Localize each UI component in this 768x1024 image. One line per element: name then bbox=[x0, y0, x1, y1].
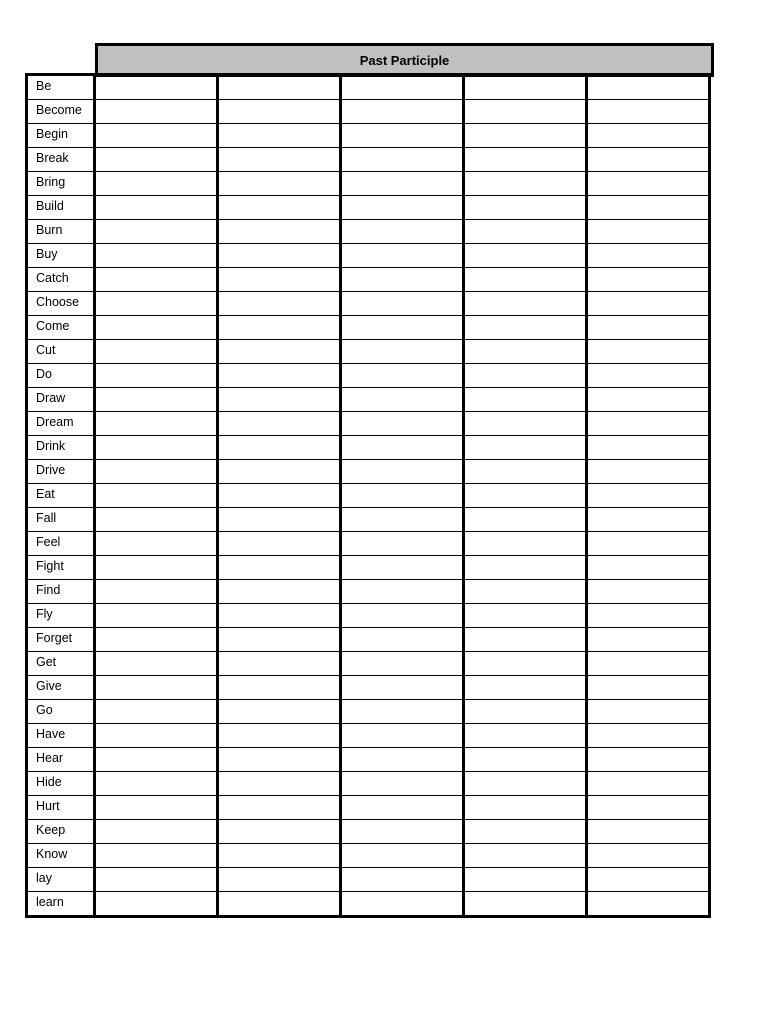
answer-cell[interactable] bbox=[341, 892, 464, 917]
answer-cell[interactable] bbox=[95, 220, 218, 244]
table-row bbox=[27, 268, 710, 292]
table-row bbox=[27, 508, 710, 532]
verb-label: Give bbox=[27, 676, 95, 700]
answer-cell[interactable] bbox=[464, 556, 587, 580]
answer-cell[interactable] bbox=[341, 748, 464, 772]
table-row bbox=[27, 100, 710, 124]
answer-cell[interactable] bbox=[341, 676, 464, 700]
answer-cell[interactable] bbox=[464, 484, 587, 508]
verb-label: Have bbox=[27, 724, 95, 748]
table-row bbox=[27, 844, 710, 868]
answer-cell[interactable] bbox=[341, 580, 464, 604]
answer-cell[interactable] bbox=[218, 772, 341, 796]
verb-label: Keep bbox=[27, 820, 95, 844]
answer-cell[interactable] bbox=[464, 340, 587, 364]
table-row bbox=[27, 748, 710, 772]
answer-cell[interactable] bbox=[587, 772, 710, 796]
answer-cell[interactable] bbox=[464, 268, 587, 292]
verb-label: Do bbox=[27, 364, 95, 388]
answer-cell[interactable] bbox=[341, 75, 464, 100]
past-participle-header bbox=[95, 43, 714, 77]
answer-cell[interactable] bbox=[464, 796, 587, 820]
table-row bbox=[27, 436, 710, 460]
answer-cell[interactable] bbox=[464, 124, 587, 148]
verb-label: Become bbox=[27, 100, 95, 124]
answer-cell[interactable] bbox=[464, 196, 587, 220]
answer-cell[interactable] bbox=[341, 196, 464, 220]
answer-cell[interactable] bbox=[341, 340, 464, 364]
answer-cell[interactable] bbox=[464, 220, 587, 244]
table-row bbox=[27, 172, 710, 196]
answer-cell[interactable] bbox=[464, 100, 587, 124]
answer-cell[interactable] bbox=[95, 412, 218, 436]
verb-label: Hurt bbox=[27, 796, 95, 820]
answer-cell[interactable] bbox=[587, 628, 710, 652]
table-row bbox=[27, 604, 710, 628]
answer-cell[interactable] bbox=[587, 484, 710, 508]
answer-cell[interactable] bbox=[218, 316, 341, 340]
verb-label: Build bbox=[27, 196, 95, 220]
table-row bbox=[27, 676, 710, 700]
answer-cell[interactable] bbox=[587, 436, 710, 460]
verb-label: learn bbox=[27, 892, 95, 917]
answer-cell[interactable] bbox=[218, 124, 341, 148]
answer-cell[interactable] bbox=[341, 292, 464, 316]
verb-label: Cut bbox=[27, 340, 95, 364]
verb-label: Burn bbox=[27, 220, 95, 244]
answer-cell[interactable] bbox=[587, 868, 710, 892]
answer-cell[interactable] bbox=[218, 892, 341, 917]
answer-cell[interactable] bbox=[464, 868, 587, 892]
table-row bbox=[27, 820, 710, 844]
verb-label: Know bbox=[27, 844, 95, 868]
table-row bbox=[27, 484, 710, 508]
verb-label: Begin bbox=[27, 124, 95, 148]
answer-cell[interactable] bbox=[95, 508, 218, 532]
answer-cell[interactable] bbox=[95, 340, 218, 364]
answer-cell[interactable] bbox=[341, 100, 464, 124]
table-row bbox=[27, 580, 710, 604]
answer-cell[interactable] bbox=[464, 388, 587, 412]
answer-cell[interactable] bbox=[464, 75, 587, 100]
table-row bbox=[27, 772, 710, 796]
answer-cell[interactable] bbox=[587, 460, 710, 484]
answer-cell[interactable] bbox=[218, 844, 341, 868]
answer-cell[interactable] bbox=[95, 292, 218, 316]
answer-cell[interactable] bbox=[95, 556, 218, 580]
verb-label: Drive bbox=[27, 460, 95, 484]
verb-label: Bring bbox=[27, 172, 95, 196]
answer-cell[interactable] bbox=[587, 700, 710, 724]
answer-cell[interactable] bbox=[464, 148, 587, 172]
answer-cell[interactable] bbox=[218, 508, 341, 532]
answer-cell[interactable] bbox=[587, 748, 710, 772]
answer-cell[interactable] bbox=[587, 676, 710, 700]
answer-cell[interactable] bbox=[341, 868, 464, 892]
answer-cell[interactable] bbox=[218, 196, 341, 220]
answer-cell[interactable] bbox=[341, 700, 464, 724]
answer-cell[interactable] bbox=[464, 628, 587, 652]
answer-cell[interactable] bbox=[341, 628, 464, 652]
verb-label: Get bbox=[27, 652, 95, 676]
answer-cell[interactable] bbox=[464, 316, 587, 340]
answer-cell[interactable] bbox=[587, 604, 710, 628]
answer-cell[interactable] bbox=[95, 532, 218, 556]
answer-cell[interactable] bbox=[95, 748, 218, 772]
answer-cell[interactable] bbox=[95, 436, 218, 460]
answer-cell[interactable] bbox=[341, 844, 464, 868]
answer-cell[interactable] bbox=[95, 868, 218, 892]
answer-cell[interactable] bbox=[464, 772, 587, 796]
table-row bbox=[27, 556, 710, 580]
answer-cell[interactable] bbox=[464, 892, 587, 917]
answer-cell[interactable] bbox=[464, 820, 587, 844]
answer-cell[interactable] bbox=[95, 388, 218, 412]
answer-cell[interactable] bbox=[95, 196, 218, 220]
answer-cell[interactable] bbox=[341, 652, 464, 676]
answer-cell[interactable] bbox=[218, 292, 341, 316]
answer-cell[interactable] bbox=[95, 100, 218, 124]
answer-cell[interactable] bbox=[218, 868, 341, 892]
answer-cell[interactable] bbox=[95, 172, 218, 196]
table-row bbox=[27, 244, 710, 268]
verb-label: Come bbox=[27, 316, 95, 340]
answer-cell[interactable] bbox=[587, 892, 710, 917]
answer-cell[interactable] bbox=[341, 412, 464, 436]
answer-cell[interactable] bbox=[95, 460, 218, 484]
answer-cell[interactable] bbox=[95, 796, 218, 820]
answer-cell[interactable] bbox=[464, 532, 587, 556]
worksheet-body bbox=[27, 75, 710, 917]
answer-cell[interactable] bbox=[341, 388, 464, 412]
verb-label: Go bbox=[27, 700, 95, 724]
answer-cell[interactable] bbox=[587, 796, 710, 820]
answer-cell[interactable] bbox=[218, 100, 341, 124]
answer-cell[interactable] bbox=[587, 292, 710, 316]
answer-cell[interactable] bbox=[587, 75, 710, 100]
verb-label: Fight bbox=[27, 556, 95, 580]
answer-cell[interactable] bbox=[464, 652, 587, 676]
answer-cell[interactable] bbox=[95, 628, 218, 652]
answer-cell[interactable] bbox=[341, 316, 464, 340]
table-row bbox=[27, 75, 710, 100]
answer-cell[interactable] bbox=[341, 508, 464, 532]
answer-cell[interactable] bbox=[95, 652, 218, 676]
answer-cell[interactable] bbox=[587, 724, 710, 748]
verb-label: Draw bbox=[27, 388, 95, 412]
answer-cell[interactable] bbox=[95, 820, 218, 844]
answer-cell[interactable] bbox=[218, 676, 341, 700]
answer-cell[interactable] bbox=[587, 220, 710, 244]
answer-cell[interactable] bbox=[218, 220, 341, 244]
answer-cell[interactable] bbox=[341, 148, 464, 172]
table-row bbox=[27, 700, 710, 724]
verb-label: Choose bbox=[27, 292, 95, 316]
answer-cell[interactable] bbox=[587, 844, 710, 868]
verb-label: Find bbox=[27, 580, 95, 604]
answer-cell[interactable] bbox=[218, 820, 341, 844]
answer-cell[interactable] bbox=[95, 844, 218, 868]
table-row bbox=[27, 124, 710, 148]
table-row bbox=[27, 796, 710, 820]
answer-cell[interactable] bbox=[95, 75, 218, 100]
verb-label: Buy bbox=[27, 244, 95, 268]
answer-cell[interactable] bbox=[95, 124, 218, 148]
answer-cell[interactable] bbox=[464, 844, 587, 868]
table-row bbox=[27, 868, 710, 892]
answer-cell[interactable] bbox=[587, 388, 710, 412]
verb-label: Be bbox=[27, 75, 95, 100]
answer-cell[interactable] bbox=[464, 244, 587, 268]
answer-cell[interactable] bbox=[587, 316, 710, 340]
answer-cell[interactable] bbox=[95, 268, 218, 292]
verb-label: Fly bbox=[27, 604, 95, 628]
answer-cell[interactable] bbox=[341, 484, 464, 508]
answer-cell[interactable] bbox=[95, 892, 218, 917]
answer-cell[interactable] bbox=[95, 316, 218, 340]
table-row bbox=[27, 724, 710, 748]
answer-cell[interactable] bbox=[218, 628, 341, 652]
verb-label: Hear bbox=[27, 748, 95, 772]
answer-cell[interactable] bbox=[341, 244, 464, 268]
answer-cell[interactable] bbox=[587, 244, 710, 268]
answer-cell[interactable] bbox=[587, 124, 710, 148]
answer-cell[interactable] bbox=[218, 556, 341, 580]
answer-cell[interactable] bbox=[218, 75, 341, 100]
table-row bbox=[27, 628, 710, 652]
answer-cell[interactable] bbox=[341, 460, 464, 484]
verb-label: Fall bbox=[27, 508, 95, 532]
verb-label: Dream bbox=[27, 412, 95, 436]
answer-cell[interactable] bbox=[218, 388, 341, 412]
answer-cell[interactable] bbox=[95, 676, 218, 700]
answer-cell[interactable] bbox=[587, 196, 710, 220]
answer-cell[interactable] bbox=[218, 532, 341, 556]
answer-cell[interactable] bbox=[587, 508, 710, 532]
table-row bbox=[27, 316, 710, 340]
answer-cell[interactable] bbox=[341, 124, 464, 148]
answer-cell[interactable] bbox=[218, 340, 341, 364]
answer-cell[interactable] bbox=[341, 172, 464, 196]
answer-cell[interactable] bbox=[464, 292, 587, 316]
answer-cell[interactable] bbox=[341, 796, 464, 820]
answer-cell[interactable] bbox=[464, 460, 587, 484]
answer-cell[interactable] bbox=[464, 676, 587, 700]
answer-cell[interactable] bbox=[341, 772, 464, 796]
answer-cell[interactable] bbox=[464, 748, 587, 772]
header-title: Past Participle bbox=[359, 52, 450, 68]
answer-cell[interactable] bbox=[341, 364, 464, 388]
answer-cell[interactable] bbox=[587, 148, 710, 172]
answer-cell[interactable] bbox=[341, 532, 464, 556]
verb-label: Hide bbox=[27, 772, 95, 796]
answer-cell[interactable] bbox=[464, 436, 587, 460]
verb-label: Catch bbox=[27, 268, 95, 292]
answer-cell[interactable] bbox=[218, 724, 341, 748]
answer-cell[interactable] bbox=[218, 484, 341, 508]
answer-cell[interactable] bbox=[95, 604, 218, 628]
answer-cell[interactable] bbox=[587, 100, 710, 124]
answer-cell[interactable] bbox=[95, 244, 218, 268]
answer-cell[interactable] bbox=[95, 700, 218, 724]
answer-cell[interactable] bbox=[218, 460, 341, 484]
answer-cell[interactable] bbox=[464, 172, 587, 196]
answer-cell[interactable] bbox=[464, 724, 587, 748]
table-row bbox=[27, 364, 710, 388]
table-row bbox=[27, 388, 710, 412]
verb-label: Forget bbox=[27, 628, 95, 652]
table-row bbox=[27, 652, 710, 676]
table-row bbox=[27, 340, 710, 364]
answer-cell[interactable] bbox=[218, 748, 341, 772]
answer-cell[interactable] bbox=[341, 220, 464, 244]
table-row bbox=[27, 220, 710, 244]
answer-cell[interactable] bbox=[341, 724, 464, 748]
answer-cell[interactable] bbox=[218, 580, 341, 604]
answer-cell[interactable] bbox=[587, 364, 710, 388]
answer-cell[interactable] bbox=[218, 412, 341, 436]
answer-cell[interactable] bbox=[464, 508, 587, 532]
answer-cell[interactable] bbox=[464, 364, 587, 388]
answer-cell[interactable] bbox=[341, 436, 464, 460]
answer-cell[interactable] bbox=[341, 556, 464, 580]
answer-cell[interactable] bbox=[587, 820, 710, 844]
answer-cell[interactable] bbox=[587, 556, 710, 580]
table-row bbox=[27, 892, 710, 917]
verb-label: Break bbox=[27, 148, 95, 172]
table-row bbox=[27, 460, 710, 484]
answer-cell[interactable] bbox=[218, 268, 341, 292]
answer-cell[interactable] bbox=[218, 172, 341, 196]
verb-label: lay bbox=[27, 868, 95, 892]
verb-worksheet-table bbox=[25, 73, 711, 918]
answer-cell[interactable] bbox=[587, 532, 710, 556]
answer-cell[interactable] bbox=[95, 148, 218, 172]
answer-cell[interactable] bbox=[341, 268, 464, 292]
answer-cell[interactable] bbox=[587, 268, 710, 292]
answer-cell[interactable] bbox=[218, 148, 341, 172]
answer-cell[interactable] bbox=[218, 604, 341, 628]
answer-cell[interactable] bbox=[95, 580, 218, 604]
verb-label: Drink bbox=[27, 436, 95, 460]
answer-cell[interactable] bbox=[218, 364, 341, 388]
answer-cell[interactable] bbox=[464, 580, 587, 604]
answer-cell[interactable] bbox=[95, 364, 218, 388]
answer-cell[interactable] bbox=[218, 652, 341, 676]
table-row bbox=[27, 196, 710, 220]
table-row bbox=[27, 532, 710, 556]
answer-cell[interactable] bbox=[587, 412, 710, 436]
answer-cell[interactable] bbox=[587, 580, 710, 604]
answer-cell[interactable] bbox=[218, 700, 341, 724]
answer-cell[interactable] bbox=[95, 484, 218, 508]
answer-cell[interactable] bbox=[95, 724, 218, 748]
answer-cell[interactable] bbox=[341, 820, 464, 844]
table-row bbox=[27, 148, 710, 172]
verb-label: Feel bbox=[27, 532, 95, 556]
answer-cell[interactable] bbox=[341, 604, 464, 628]
answer-cell[interactable] bbox=[464, 700, 587, 724]
answer-cell[interactable] bbox=[218, 244, 341, 268]
answer-cell[interactable] bbox=[218, 796, 341, 820]
answer-cell[interactable] bbox=[587, 172, 710, 196]
verb-label: Eat bbox=[27, 484, 95, 508]
answer-cell[interactable] bbox=[587, 652, 710, 676]
answer-cell[interactable] bbox=[95, 772, 218, 796]
answer-cell[interactable] bbox=[587, 340, 710, 364]
table-row bbox=[27, 292, 710, 316]
table-row bbox=[27, 412, 710, 436]
answer-cell[interactable] bbox=[464, 412, 587, 436]
answer-cell[interactable] bbox=[464, 604, 587, 628]
answer-cell[interactable] bbox=[218, 436, 341, 460]
